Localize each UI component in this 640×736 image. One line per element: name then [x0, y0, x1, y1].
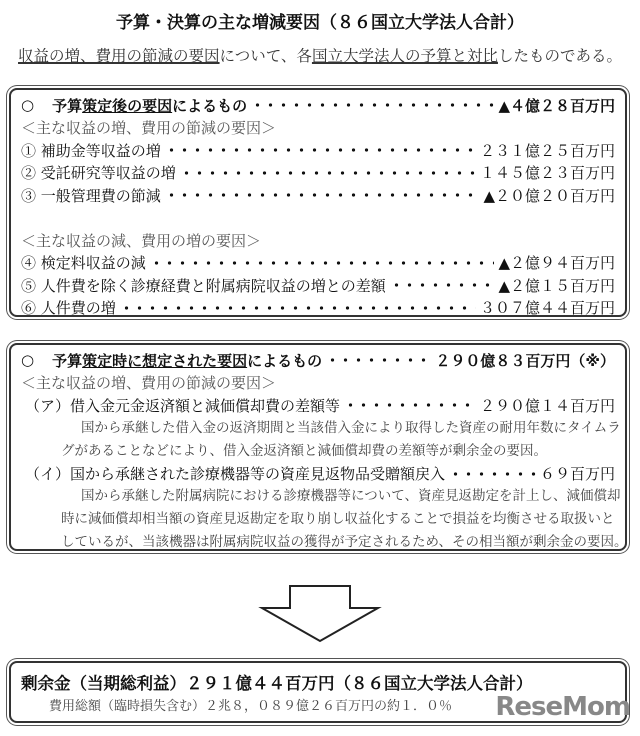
- subheading: ＜主な収益の減、費用の増の要因＞: [21, 231, 262, 250]
- leader-dots: [165, 193, 480, 197]
- header-value: ▲４億２８百万円: [498, 96, 615, 115]
- surplus-headline: 剰余金（当期総利益）２９１億４４百万円（８６国立大学法人合計）: [21, 674, 533, 693]
- list-item: [21, 162, 615, 185]
- header-value: ２９０億８３百万円（※）: [435, 351, 615, 370]
- box2-header: [21, 349, 615, 372]
- item-value: １４５億２３百万円: [479, 164, 615, 183]
- explanation-line: 国から承継した附属病院における診療機器等について、資産見返勘定を計上し、減価償却: [81, 488, 621, 504]
- leader-dots: [180, 171, 476, 175]
- resemom-logo: ReseMom: [495, 692, 630, 722]
- item-value: ▲２億１５百万円: [498, 276, 615, 295]
- header-underlined: 策定時に想定された要因: [82, 351, 248, 370]
- leader-dots: [449, 472, 536, 476]
- item-value: ▲２億９４百万円: [498, 254, 615, 273]
- explanation-line: 時に減価償却相当額の資産見返勘定を取り崩し収益化することで損益を均衡させる取扱いと: [61, 511, 615, 527]
- surplus-note: 費用総額（臨時損失含む）２兆８，０８９億２６百万円の約１．０％: [49, 699, 453, 714]
- leader-dots: [390, 283, 495, 287]
- item-label: ④ 検定料収益の減: [21, 254, 146, 273]
- intro-underline-2: 国立大学法人の予算と対比: [311, 47, 498, 65]
- leader-dots: [165, 148, 476, 152]
- leader-dots: [326, 358, 431, 362]
- header-pre: 予算: [52, 96, 83, 115]
- item-value: ３０７億４４百万円: [479, 299, 615, 318]
- item-label: （イ）国から承継された診療機器等の資産見返物品受贈額戻入: [25, 465, 446, 484]
- post-budget-factors-box: [9, 88, 627, 317]
- box1-header: [21, 94, 615, 117]
- header-underlined: 策定後の要因: [82, 96, 173, 115]
- item-label: ② 受託研究等収益の増: [21, 164, 176, 183]
- list-item: [21, 297, 615, 320]
- circle-mark: ○: [21, 351, 35, 370]
- down-arrow-icon: [258, 584, 382, 644]
- explanation-line: 国から承継した借入金の返済期間と当該借入金により取得した資産の耐用年数にタイムラ: [81, 419, 621, 436]
- list-item: [21, 184, 615, 207]
- explanation-line: しているが、当該機器は附属病院収益の獲得が予定されるため、その相当額が剰余金の要因。: [61, 534, 628, 550]
- page-title: 予算・決算の主な増減要因（８６国立大学法人合計）: [116, 13, 524, 33]
- item-label: ⑥ 人件費の増: [21, 299, 116, 318]
- item-label: ⑤ 人件費を除く診療経費と附属病院収益の増との差額: [21, 276, 386, 295]
- item-value: ６９百万円: [539, 465, 615, 484]
- header-post: によるもの: [247, 351, 323, 370]
- item-label: ③ 一般管理費の節減: [21, 186, 161, 205]
- leader-dots: [120, 306, 476, 310]
- header-post: によるもの: [172, 96, 248, 115]
- list-item: [21, 274, 615, 297]
- explanation-line: グがあることなどにより、借入金返済額と減価償却費の差額等が剰余金の要因。: [61, 442, 547, 459]
- item-label: ① 補助金等収益の増: [21, 141, 161, 160]
- budget-time-factors-box: [9, 343, 627, 551]
- item-label: （ア）借入金元金返済額と減価償却費の差額等: [25, 396, 341, 415]
- list-item: [21, 394, 615, 417]
- circle-mark: ○: [21, 96, 35, 115]
- leader-dots: [344, 403, 476, 407]
- item-value: ２９０億１４百万円: [479, 396, 615, 415]
- header-pre: 予算: [52, 351, 83, 370]
- intro-text-1: について、各: [219, 47, 312, 65]
- subheading: ＜主な収益の増、費用の節減の要因＞: [21, 374, 277, 393]
- intro-text-2: したものである。: [497, 47, 622, 65]
- subheading: ＜主な収益の増、費用の節減の要因＞: [21, 119, 277, 138]
- leader-dots: [150, 261, 495, 265]
- intro-text: [0, 44, 640, 66]
- list-item: [21, 463, 615, 486]
- leader-dots: [251, 103, 494, 107]
- intro-underline-1: 収益の増、費用の節減の要因: [18, 47, 220, 65]
- item-value: ２３１億２５百万円: [479, 141, 615, 160]
- list-item: [21, 252, 615, 275]
- list-item: [21, 139, 615, 162]
- item-value: ▲２０億２０百万円: [483, 186, 615, 205]
